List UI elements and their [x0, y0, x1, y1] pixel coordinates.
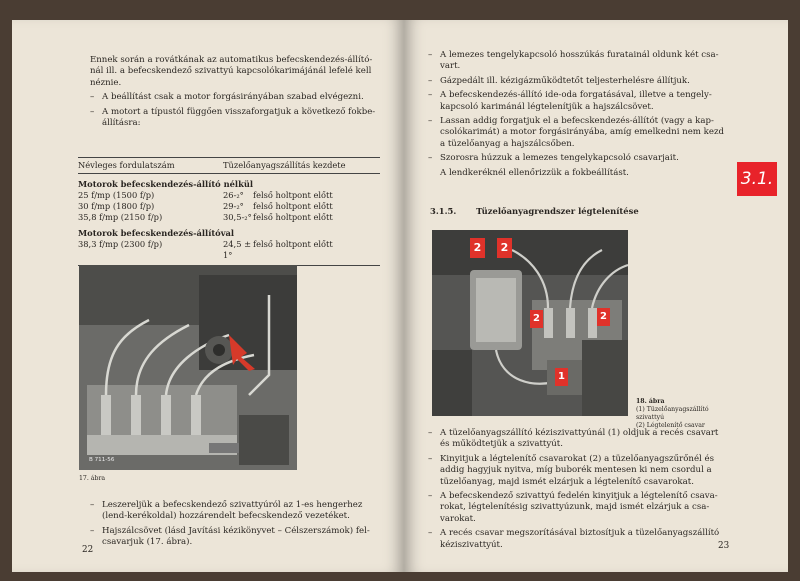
right-bullet: – Szorosra húzzuk a lemezes tengelykapcsoló csavarjait. — [428, 153, 679, 164]
engine-photo-illustration — [79, 265, 297, 470]
right-bullet: – Gázpedált ill. kézigázműködtetőt teljesterhelésre állítjuk. — [428, 75, 690, 86]
left-top-text — [90, 55, 378, 132]
page-number-left: 22 — [82, 545, 94, 555]
right-bullet: – A recés csavar megszorításával biztosítjuk a tüzelőanyagszállító kéziszivattyút. — [428, 528, 720, 550]
right-bullet: – A befecskendezés-állító ide-oda forgatásával, illetve a tengely-kapcsoló karimánál légtelenítjük a hajszálcsövet. — [428, 90, 712, 112]
figure-17-caption: 17. ábra — [79, 475, 106, 482]
section-heading — [430, 206, 730, 217]
right-top-text — [428, 50, 728, 182]
left-bullet: – A beállítást csak a motor forgásirányában szabad elvégezni. — [90, 92, 364, 103]
group-title-without-advance: Motorok befecskendezés-állító nélkül — [78, 179, 254, 189]
marker-2: 2 — [597, 308, 610, 326]
left-bottom-text — [90, 500, 380, 552]
intro-paragraph: Ennek során a rovátkának az automatikus befecskendezés-állító-nál ill. a befecskendező szivattyú kapcsolókarimájánál lefelé kell néznie. — [90, 55, 373, 88]
marker-2: 2 — [470, 238, 485, 258]
chapter-tab-badge: 3.1. — [737, 162, 777, 196]
table-row: 38,3 f/mp (2300 f/p) 24,5 ± 1° felső holtpont előtt — [78, 239, 333, 260]
table-row: 35,8 f/mp (2150 f/p) 30,5-₂° felső holtpont előtt — [78, 212, 333, 222]
engine-photo-17 — [79, 265, 297, 470]
marker-2: 2 — [497, 238, 512, 258]
right-bottom-text — [428, 428, 728, 554]
right-bullet: – A lemezes tengelykapcsoló hosszúkás furatainál oldunk két csa-vart. — [428, 50, 719, 72]
right-bullet: – A tüzelőanyagszállító kéziszivattyúnál (1) oldjuk a recés csavart és működtetjük a szivattyút. — [428, 428, 719, 450]
figure-18-caption: 18. ábra (1) Tüzelőanyagszállító szivattyú (2) Légtelenítő csavar — [636, 398, 709, 429]
timing-table — [78, 157, 380, 266]
marker-2: 2 — [530, 310, 543, 328]
right-page — [404, 20, 788, 572]
marker-1: 1 — [555, 368, 568, 386]
left-bullet: – Hajszálcsövet (lásd Javítási kézikönyvet – Célszerszámok) fel-csavarjuk (17. ábra). — [90, 525, 370, 548]
table-header-speed: Névleges fordulatszám — [78, 160, 175, 170]
right-bullet: – Lassan addig forgatjuk el a befecskendezés-állítót (vagy a kap-csolókarimát) a motor forgásirányába, amíg emelkedni nem kezd a tüzelőanyag a hajszálcsőben. — [428, 116, 724, 149]
table-top-rule — [78, 157, 380, 158]
group-title-with-advance: Motorok befecskendezés-állítóval — [78, 228, 235, 238]
left-page — [12, 20, 404, 572]
left-bullet: – A motort a típustól függően visszaforgatjuk a következő fokbe-állításra: — [90, 106, 376, 129]
section-title: Tüzelőanyagrendszer légtelenítése — [476, 206, 639, 216]
section-number: 3.1.5. — [430, 206, 457, 216]
left-bullet: – Leszereljük a befecskendező szivattyúról az 1-es hengerhez (lend-kerékoldal) hozzárendelt befecskendező vezetéket. — [90, 500, 363, 522]
right-bullet: – A befecskendező szivattyú fedelén kinyitjuk a légtelenítő csava-rokat, légtelenítésig szivattyúzunk, majd ismét elzárjuk a csa-varokat. — [428, 491, 718, 524]
page-number-right: 23 — [718, 541, 730, 551]
photo-label: B 711-56 — [89, 457, 115, 463]
table-row: 25 f/mp (1500 f/p) 26-₂° felső holtpont előtt — [78, 190, 333, 200]
right-bullet: – Kinyitjuk a légtelenítő csavarokat (2) a tüzelőanyagszűrőnél és addig hagyjuk nyitva, míg buborék mentesen ki nem csordul a tüzelőanyag, majd ismét elzárjuk a légtelenítő csavarokat. — [428, 453, 715, 487]
closing-line: A lendkeréknél ellenőrizzük a fokbeállítást. — [440, 167, 629, 178]
engine-photo-18 — [432, 230, 628, 416]
table-header-delivery: Tüzelőanyagszállítás kezdete — [223, 160, 346, 170]
table-row: 30 f/mp (1800 f/p) 29-₂° felső holtpont előtt — [78, 201, 333, 211]
